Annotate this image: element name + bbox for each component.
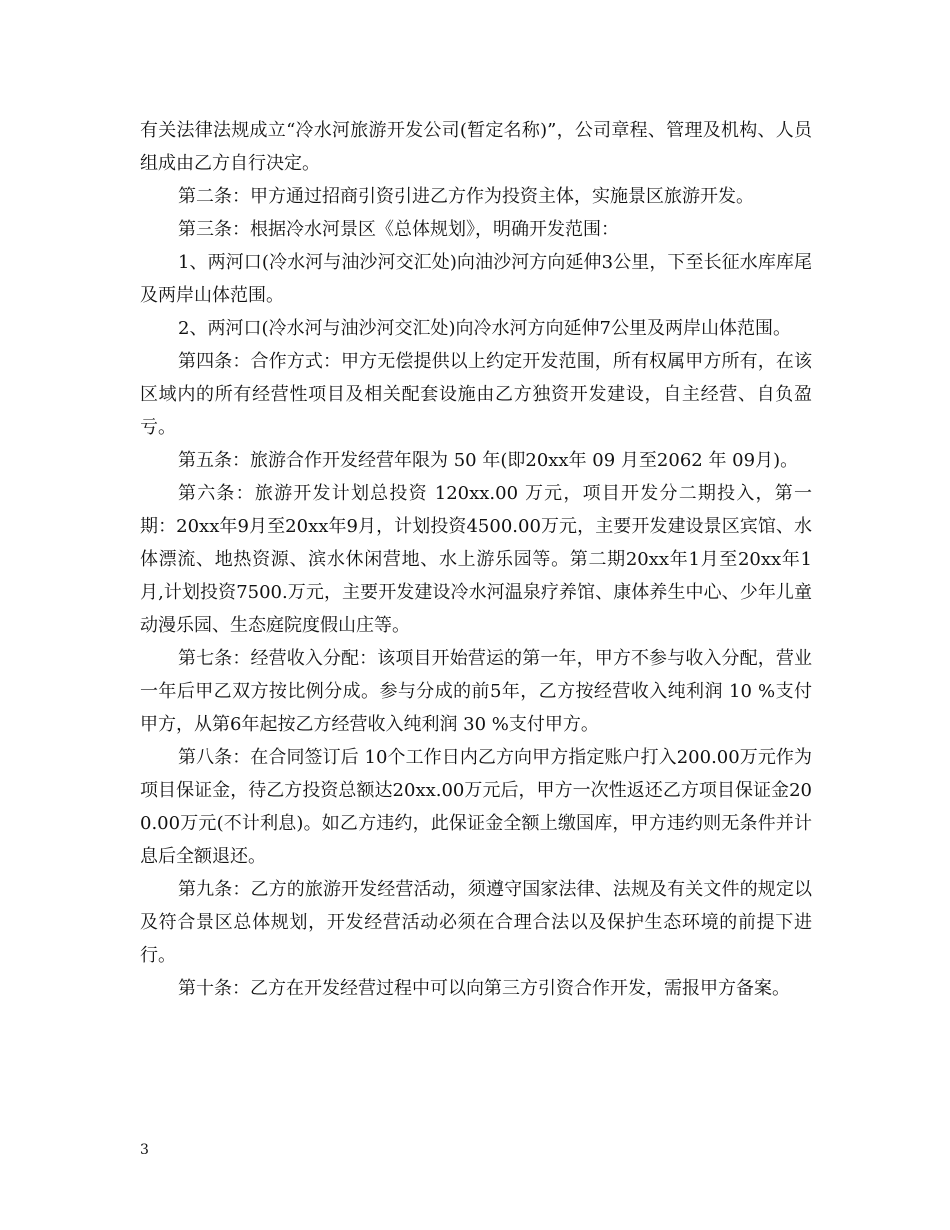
paragraph-article-9: 第九条：乙方的旅游开发经营活动，须遵守国家法律、法规及有关文件的规定以及符合景区总体规划，开发经营活动必须在合理合法以及保护生态环境的前提下进行。 (140, 879, 812, 966)
paragraph-article-5: 第五条：旅游合作开发经营年限为 50 年(即20xx年 09 月至2062 年 09月)。 (178, 450, 799, 471)
paragraph-scope-item-1: 1、两河口(冷水河与油沙河交汇处)向油沙河方向延伸3公里，下至长征水库库尾及两岸山体范围。 (140, 252, 812, 306)
paragraph-scope-item-2: 2、两河口(冷水河与油沙河交汇处)向冷水河方向延伸7公里及两岸山体范围。 (178, 318, 791, 339)
document-body (140, 114, 812, 1005)
paragraph-article-7: 第七条：经营收入分配：该项目开始营运的第一年，甲方不参与收入分配，营业一年后甲乙双方按比例分成。参与分成的前5年，乙方按经营收入纯利润 10 %支付甲方，从第6年起按乙方经营收入纯利润 30 %支付甲方。 (140, 648, 812, 735)
paragraph-article-2: 第二条：甲方通过招商引资引进乙方作为投资主体，实施景区旅游开发。 (178, 186, 754, 207)
paragraph-article-3: 第三条：根据冷水河景区《总体规划》，明确开发范围： (178, 219, 619, 240)
paragraph-article-6: 第六条：旅游开发计划总投资 120xx.00 万元，项目开发分二期投入，第一期：20xx年9月至20xx年9月，计划投资4500.00万元，主要开发建设景区宾馆、水体漂流、地热资源、滨水休闲营地、水上游乐园等。第二期20xx年1月至20xx年1月,计划投资7500.万元，主要开发建设冷水河温泉疗养馆、康体养生中心、少年儿童动漫乐园、生态庭院度假山庄等。 (140, 483, 812, 636)
page-number: 3 (140, 1142, 149, 1158)
paragraph-1: 有关法律法规成立“冷水河旅游开发公司(暂定名称)”，公司章程、管理及机构、人员组成由乙方自行决定。 (140, 120, 812, 174)
paragraph-article-4: 第四条：合作方式：甲方无偿提供以上约定开发范围，所有权属甲方所有，在该区域内的所有经营性项目及相关配套设施由乙方独资开发建设，自主经营、自负盈亏。 (140, 351, 812, 438)
paragraph-article-10: 第十条：乙方在开发经营过程中可以向第三方引资合作开发，需报甲方备案。 (178, 978, 790, 999)
paragraph-article-8: 第八条：在合同签订后 10个工作日内乙方向甲方指定账户打入200.00万元作为项目保证金，待乙方投资总额达20xx.00万元后，甲方一次性返还乙方项目保证金200.00万元(不计利息)。如乙方违约，此保证金全额上缴国库，甲方违约则无条件并计息后全额退还。 (140, 747, 812, 867)
